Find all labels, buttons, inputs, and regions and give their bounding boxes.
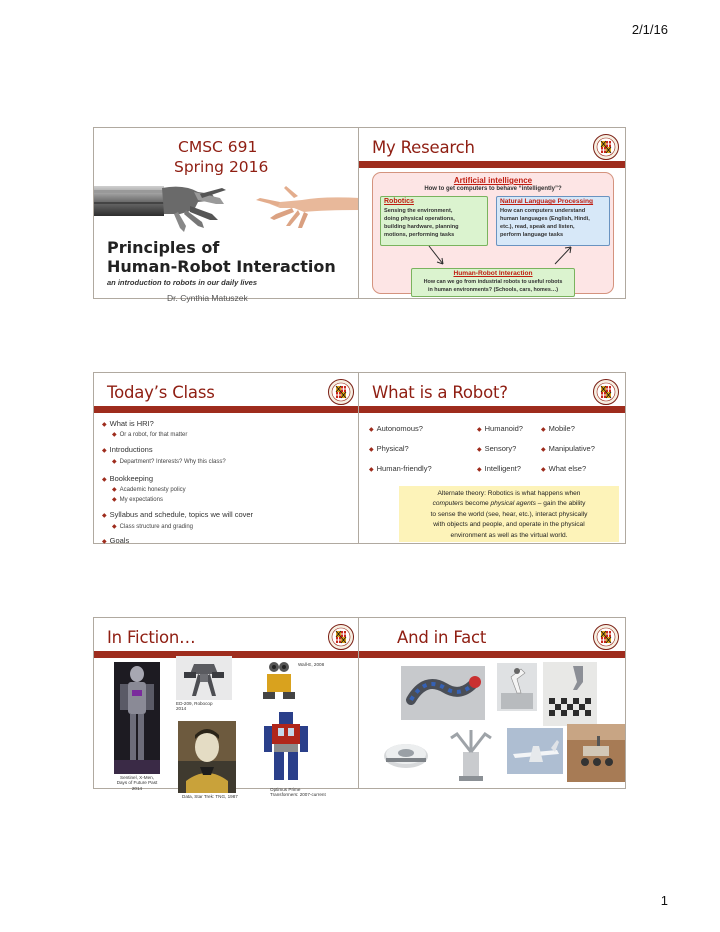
slide-number: 2 xyxy=(362,194,366,200)
hri-line: in human environments? (Schools, cars, homes…) xyxy=(428,287,558,293)
surgical-robot-image xyxy=(443,724,499,782)
nlp-title: Natural Language Processing xyxy=(500,198,594,205)
optimus-prime-image xyxy=(262,710,310,782)
bullet-item: ◆ Bookkeeping xyxy=(102,474,153,483)
theory-line: environment as well as the virtual world. xyxy=(450,531,568,539)
slide-2 xyxy=(358,127,626,299)
theory-line: Alternate theory: Robotics is what happens when xyxy=(437,490,581,497)
caption-sentinel: Sentinel, X-Men, Days of Future Past 2014 xyxy=(116,775,158,791)
diamond-bullet-icon: ◆ xyxy=(369,447,374,453)
ed209-robot-image xyxy=(176,656,232,700)
robot-trait-item: ◆ What else? xyxy=(541,464,587,473)
diamond-bullet-icon: ◆ xyxy=(541,467,546,473)
university-seal-icon xyxy=(593,379,619,405)
drone-aircraft-image xyxy=(507,728,563,774)
mars-rover-image xyxy=(567,724,625,782)
bullet-item: ◆ What is HRI? xyxy=(102,419,154,428)
slide-number: 3 xyxy=(97,439,101,445)
diamond-bullet-icon: ◆ xyxy=(102,539,107,545)
robotics-line: Sensing the environment, xyxy=(384,208,453,214)
slide-subtitle: an introduction to robots in our daily lives xyxy=(107,278,258,287)
robot-trait-item: ◆ Mobile? xyxy=(541,424,575,433)
slide-number: 6 xyxy=(362,684,366,690)
slide-5 xyxy=(93,617,361,799)
sub-bullet-item: ◆ Department? Interests? Why this class? xyxy=(112,459,226,465)
robot-trait-item: ◆ Manipulative? xyxy=(541,444,595,453)
slide-6 xyxy=(358,617,626,789)
sub-bullet-item: ◆ Class structure and grading xyxy=(112,524,193,530)
nlp-line: How can computers understand xyxy=(500,208,586,214)
university-seal-icon xyxy=(328,624,354,650)
robotics-line: building hardware, planning xyxy=(384,224,459,230)
roomba-robot-image xyxy=(381,730,431,776)
slide-title: What is a Robot? xyxy=(372,383,508,402)
sub-bullet-item: ◆ My expectations xyxy=(112,497,163,503)
alternate-theory-box xyxy=(399,486,619,542)
data-android-image xyxy=(178,721,236,793)
sentinel-robot-image xyxy=(114,662,160,774)
slide-title-line-2: Human-Robot Interaction xyxy=(107,257,336,276)
slide-title-line-1: Principles of xyxy=(107,238,220,257)
diamond-bullet-icon: ◆ xyxy=(112,497,117,503)
title-bar xyxy=(359,651,625,690)
author-name: Dr. Cynthia Matuszek xyxy=(167,293,248,303)
university-seal-icon xyxy=(328,379,354,405)
caption-ed209: ED-209, Robocop 2014 xyxy=(176,701,213,712)
slide-3 xyxy=(93,372,361,544)
diamond-bullet-icon: ◆ xyxy=(112,432,117,438)
slide-title: In Fiction… xyxy=(107,628,196,647)
robot-trait-item: ◆ Human-friendly? xyxy=(369,464,432,473)
page-number: 1 xyxy=(660,893,668,908)
robot-trait-item: ◆ Autonomous? xyxy=(369,424,423,433)
robot-human-hands-image xyxy=(94,180,360,236)
nlp-line: human languages (English, Hindi, xyxy=(500,216,590,222)
walle-robot-image xyxy=(261,658,297,700)
diamond-bullet-icon: ◆ xyxy=(102,422,107,428)
diamond-bullet-icon: ◆ xyxy=(369,467,374,473)
theory-line: to sense the world (see, hear, etc.), interact physically xyxy=(430,510,588,518)
diamond-bullet-icon: ◆ xyxy=(477,467,482,473)
robot-trait-item: ◆ Sensory? xyxy=(477,444,517,453)
print-date: 2/1/16 xyxy=(631,22,668,37)
diamond-bullet-icon: ◆ xyxy=(102,477,107,483)
chess-robot-image xyxy=(543,662,597,726)
diamond-bullet-icon: ◆ xyxy=(541,447,546,453)
diamond-bullet-icon: ◆ xyxy=(112,487,117,493)
slide-number: 5 xyxy=(97,684,101,690)
theory-line: with objects and people, and operate in the physical xyxy=(433,521,585,529)
nlp-line: etc.), read, speak and listen, xyxy=(500,224,575,230)
theory-line: computers become physical agents – gain the ability xyxy=(432,500,586,508)
bullet-item: ◆ Introductions xyxy=(102,445,153,454)
caption-optimus: Optimus Prime Transformers: 2007-current xyxy=(270,787,326,798)
nlp-line: perform language tasks xyxy=(500,232,564,238)
diamond-bullet-icon: ◆ xyxy=(477,427,482,433)
snake-robot-image xyxy=(401,666,485,720)
slide-title: My Research xyxy=(372,138,475,157)
course-term: Spring 2016 xyxy=(174,158,269,176)
diamond-bullet-icon: ◆ xyxy=(102,513,107,519)
diamond-bullet-icon: ◆ xyxy=(112,459,117,465)
robot-trait-item: ◆ Physical? xyxy=(369,444,409,453)
bullet-item: ◆ Goals xyxy=(102,536,130,545)
diamond-bullet-icon: ◆ xyxy=(369,427,374,433)
caption-walle: Wall-E, 2008 xyxy=(298,662,325,667)
bullet-item: ◆ Syllabus and schedule, topics we will cover xyxy=(102,510,254,519)
diamond-bullet-icon: ◆ xyxy=(112,524,117,530)
robot-trait-item: ◆ Intelligent? xyxy=(477,464,521,473)
robotics-line: motions, performing tasks xyxy=(384,232,455,238)
slide-1 xyxy=(93,127,361,303)
diamond-bullet-icon: ◆ xyxy=(102,448,107,454)
slide-title: Today’s Class xyxy=(107,383,215,402)
sub-bullet-item: ◆ Or a robot, for that matter xyxy=(112,432,188,438)
diamond-bullet-icon: ◆ xyxy=(477,447,482,453)
sub-bullet-item: ◆ Academic honesty policy xyxy=(112,487,186,493)
robotics-line: doing physical operations, xyxy=(384,216,455,222)
slide-title: And in Fact xyxy=(397,628,487,647)
ai-title: Artificial intelligence xyxy=(453,176,533,185)
industrial-arm-image xyxy=(497,663,537,711)
robotics-title: Robotics xyxy=(384,198,414,205)
course-code: CMSC 691 xyxy=(178,138,258,156)
caption-data: Data, Star Trek: TNG, 1987 xyxy=(182,794,238,799)
slide-4 xyxy=(358,372,626,544)
hri-line: How can we go from industrial robots to useful robots xyxy=(423,279,563,285)
robot-trait-item: ◆ Humanoid? xyxy=(477,424,523,433)
hri-title: Human-Robot Interaction xyxy=(453,270,533,277)
diamond-bullet-icon: ◆ xyxy=(541,427,546,433)
slide-number: 4 xyxy=(362,439,366,445)
university-seal-icon xyxy=(593,624,619,650)
ai-subtitle: How to get computers to behave “intelligently”? xyxy=(424,186,562,192)
